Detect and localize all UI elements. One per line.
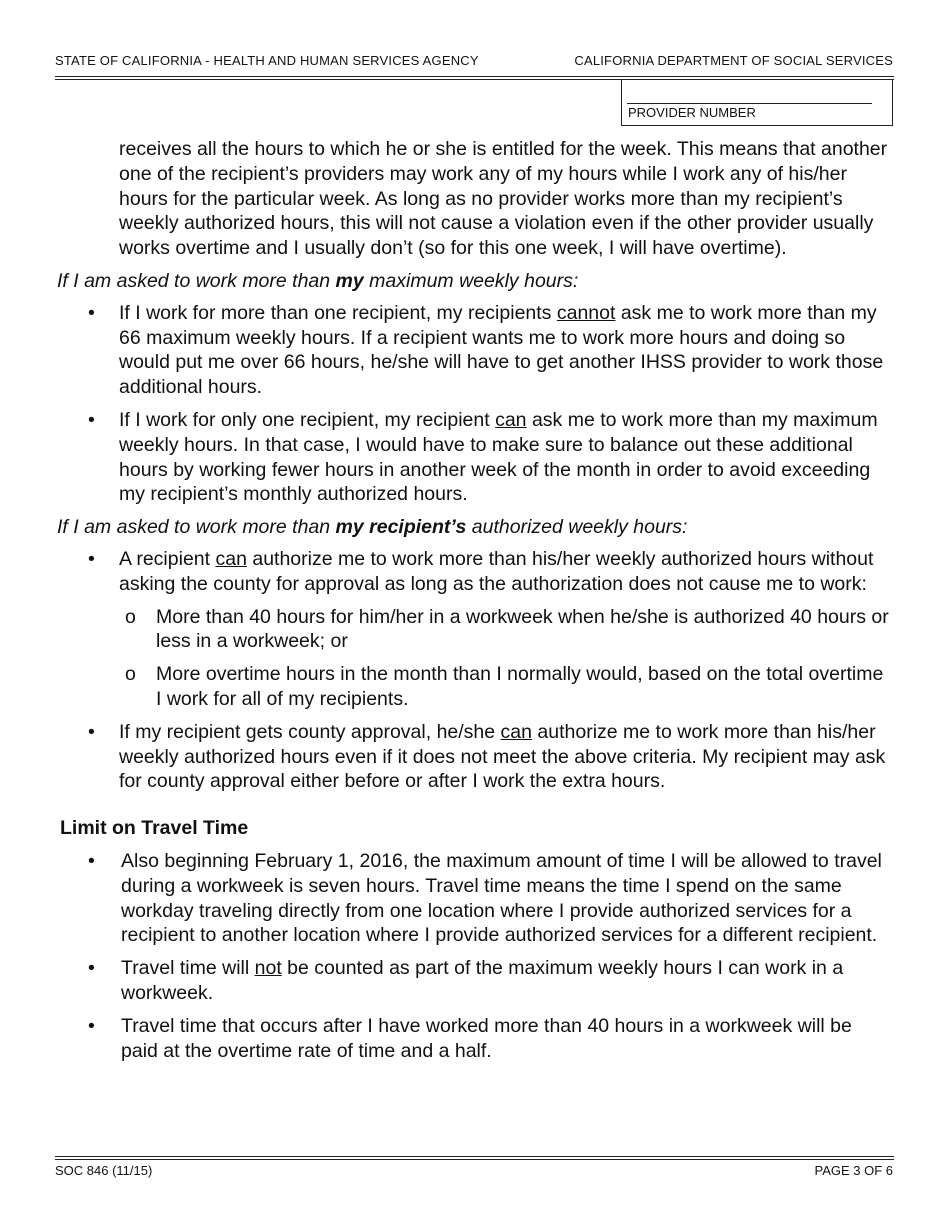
bullet-icon: • [88, 957, 95, 980]
provider-number-field[interactable] [621, 79, 893, 126]
bullet-icon: • [88, 849, 95, 872]
provider-number-line [627, 103, 872, 104]
header-rule [55, 76, 894, 77]
footer-rule-double [55, 1159, 894, 1160]
travel-time-list [0, 849, 950, 1063]
page-number: PAGE 3 OF 6 [814, 1163, 893, 1178]
bullet-icon: • [88, 1014, 95, 1037]
intro-paragraph: receives all the hours to which he or she is entitled for the week. This means that another one of the recipient’s providers may work any of my hours while I work any of his/her hours for the particular week. As long as no provider works more than my recipient’s weekly authorized hours, this will not cause a violation even if the other provider usually works overtime and I usually don’t (so for this one week, I will have overtime). [119, 138, 888, 260]
section-recipient-hours-heading: If I am asked to work more than my recipient’s authorized weekly hours: [57, 516, 688, 539]
sub-list-item: o More than 40 hours for him/her in a workweek when he/she is authorized 40 hours or less in a workweek; or [125, 605, 889, 653]
section-my-max-hours-heading: If I am asked to work more than my maximum weekly hours: [57, 269, 579, 292]
document-body [0, 137, 950, 1071]
bullet-icon: • [88, 547, 95, 570]
list-item: • Travel time that occurs after I have worked more than 40 hours in a workweek will be paid at the overtime rate of time and a half. [88, 1014, 852, 1062]
section-my-max-hours-list [0, 301, 950, 507]
list-item: • Travel time will not be counted as part of the maximum weekly hours I can work in a workweek. [88, 957, 844, 1004]
sub-bullet-icon: o [125, 605, 136, 628]
sub-list-item: o More overtime hours in the month than I normally would, based on the total overtime I work for all of my recipients. [125, 663, 884, 710]
list-item: • If I work for more than one recipient, my recipients cannot ask me to work more than my 66 maximum weekly hours. If a recipient wants me to work more hours and doing so would put me over 66 hours, he/she will have to get another IHSS provider to work those additional hours. [88, 301, 884, 399]
form-number: SOC 846 (11/15) [55, 1163, 153, 1178]
sub-bullet-icon: o [125, 663, 136, 686]
bullet-icon: • [88, 408, 95, 431]
section-recipient-hours-list [0, 547, 950, 794]
travel-time-title: Limit on Travel Time [60, 817, 249, 840]
bullet-icon: • [88, 720, 95, 743]
sub-criteria-list [119, 605, 894, 712]
header-agency: STATE OF CALIFORNIA - HEALTH AND HUMAN SERVICES AGENCY [55, 53, 479, 68]
list-item: • Also beginning February 1, 2016, the maximum amount of time I will be allowed to travel during a workweek is seven hours. Travel time means the time I spend on the same workday traveling directly from one location where I provide authorized services for a recipient to another location where I provide authorized services for a different recipient. [88, 849, 882, 947]
list-item: • If my recipient gets county approval, he/she can authorize me to work more than his/her weekly authorized hours even if it does not meet the above criteria. My recipient may ask for county approval either before or after I work the extra hours. [88, 720, 886, 793]
list-item: • A recipient can authorize me to work more than his/her weekly authorized hours without asking the county for approval as long as the authorization does not cause me to work: o More than 40 hours for him/her in a workweek when he/she is authorized 40 hours or less in a workweek; or o More overtime hours in the month than I normally would, based on the total overtime I work for all of my recipients. [0, 547, 950, 712]
bullet-icon: • [88, 301, 95, 324]
list-item: • If I work for only one recipient, my recipient can ask me to work more than my maximum weekly hours. In that case, I would have to make sure to balance out these additional hours by working fewer hours in another week of the month in order to avoid exceeding my recipient’s monthly authorized hours. [88, 408, 878, 506]
provider-number-label: PROVIDER NUMBER [628, 105, 756, 120]
header-department: CALIFORNIA DEPARTMENT OF SOCIAL SERVICES [574, 53, 893, 68]
footer-rule [55, 1156, 894, 1157]
